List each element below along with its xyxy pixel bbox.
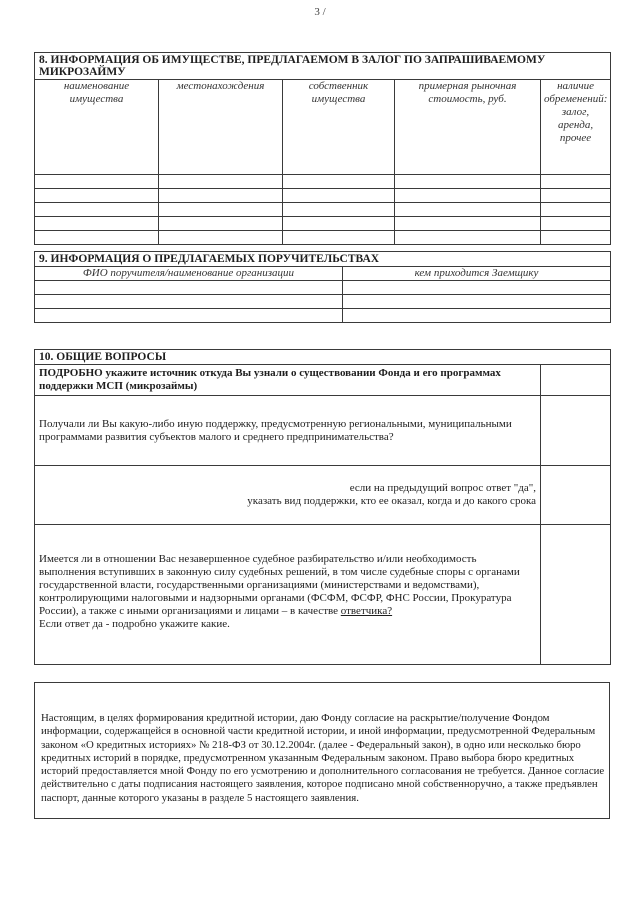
question-source: ПОДРОБНО укажите источник откуда Вы узнали о существовании Фонда и его программах поддержки МСП (микрозаймы) <box>35 365 541 396</box>
table-row[interactable] <box>35 309 611 323</box>
answer-source[interactable] <box>541 365 611 396</box>
section8-title: 8. ИНФОРМАЦИЯ ОБ ИМУЩЕСТВЕ, ПРЕДЛАГАЕМОМ В ЗАЛОГ ПО ЗАПРАШИВАЕМОМУ МИКРОЗАЙМУ <box>35 53 611 80</box>
answer-support-details[interactable] <box>541 466 611 525</box>
question-litigation <box>35 525 541 665</box>
column-location: местонахождения <box>159 80 283 175</box>
support-details-line1: если на предыдущий вопрос ответ "да", <box>349 482 536 494</box>
answer-other-support[interactable] <box>541 396 611 466</box>
column-market-value: примерная рыночная стоимость, руб. <box>395 80 541 175</box>
litigation-tail: Если ответ да - подробно укажите какие. <box>39 618 230 630</box>
table-row[interactable] <box>35 189 611 203</box>
column-owner: собственник имущества <box>283 80 395 175</box>
table-row[interactable] <box>35 217 611 231</box>
table-row[interactable] <box>35 231 611 245</box>
general-questions-table <box>34 349 611 665</box>
column-encumbrance: наличие обременений: залог, аренда, прочее <box>541 80 611 175</box>
guarantors-table <box>34 251 611 323</box>
section10-title: 10. ОБЩИЕ ВОПРОСЫ <box>35 350 611 365</box>
table-row[interactable] <box>35 295 611 309</box>
property-collateral-table <box>34 52 611 245</box>
question-support-details <box>35 466 541 525</box>
litigation-emphasis: ответчика? <box>340 605 393 617</box>
consent-text: Настоящим, в целях формирования кредитной истории, даю Фонду согласие на раскрытие/получение Фондом информации, содержащейся в основной части кредитной истории, и иной информации, предусмотренной Федеральным законом «О кредитных историях» № 218-ФЗ от 30.12.2004г. (далее - Федеральный закон), в одно или несколько бюро кредитных историй в порядке, предусмотренном указанным Федеральным законом. Право выбора бюро кредитных историй предоставляется мной Фонду по его усмотрению и дополнительного согласования не требуется. Данное согласие действительно с даты подписания настоящего заявления, которое подписано мной собственноручно, а также предъявлен паспорт, данные которого указаны в разделе 5 настоящего заявления. <box>41 712 605 804</box>
column-relation: кем приходится Заемщику <box>343 267 611 281</box>
question-other-support: Получали ли Вы какую-либо иную поддержку, предусмотренную региональными, муниципальными программами развития субъектов малого и среднего предпринимательства? <box>35 396 541 466</box>
litigation-text: Имеется ли в отношении Вас незавершенное судебное разбирательство и/или необходимость выполнения вступивших в законную силу судебных решений, в том числе судебные споры с органами государственной власти, государственными организациями (министерствами и ведомствами), контролирующими налоговыми и надзорными органами (ФСФМ, ФСФР, ФНС России, Прокуратура России), а также с иными организациями и лицами – в качестве <box>39 553 520 617</box>
credit-history-consent <box>34 682 610 819</box>
table-row[interactable] <box>35 281 611 295</box>
table-row[interactable] <box>35 175 611 189</box>
page-number: 3 / <box>314 6 326 18</box>
table-row[interactable] <box>35 203 611 217</box>
support-details-line2: указать вид поддержки, кто ее оказал, когда и до какого срока <box>247 495 536 507</box>
answer-litigation[interactable] <box>541 525 611 665</box>
section9-title: 9. ИНФОРМАЦИЯ О ПРЕДЛАГАЕМЫХ ПОРУЧИТЕЛЬСТВАХ <box>35 252 611 267</box>
column-property-name: наименование имущества <box>35 80 159 175</box>
column-guarantor-name: ФИО поручителя/наименование организации <box>35 267 343 281</box>
